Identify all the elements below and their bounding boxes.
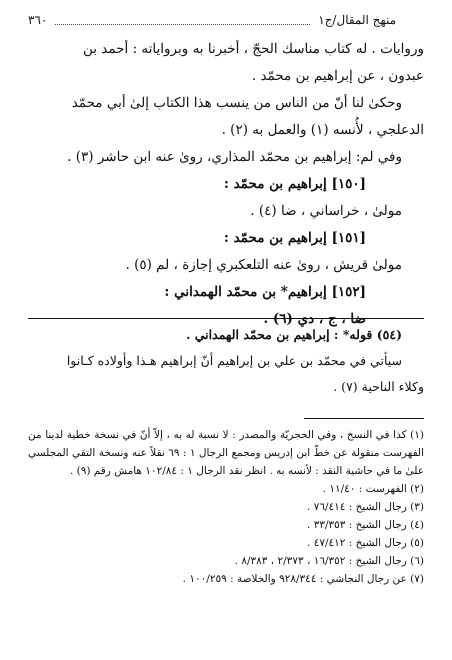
footnote: (١) كذا في النسخ ، وفي الحجريّة والمصدر : لا نسبة له به ، إلاّ أنّ في نسخة خطية لدينا من الفهرست منقولة عن خطّ ابن إدريس ومجمع الرجال ١ : ٦٩ نقلاً عنه ونسخة التقي المجلسي علىٰ ما في حاشية النقد : لأنسه به . انظر نقد الرجال ١ : ١٠٢/٨٤ هامش رقم (٩) . [28,429,424,477]
entry-heading-151: [١٥١] إبراهيم بن محمّد : [223,230,366,246]
footnotes [28,426,424,588]
entry-desc-152: ضا ، ج ، دي (٦) . [263,311,366,327]
footnote: (٧) عن رجال النجاشي : ٩٢٨/٣٤٤ والخلاصة : ١٠٠/٢٥٩ . [182,573,424,585]
footnote: (٦) رجال الشيخ : ١٦/٣٥٢ ، ٢/٣٧٣ ، ٨/٣٨٣ . [234,555,424,567]
entry-desc-150: مولىٰ ، خراساني ، ضا (٤) . [250,203,402,219]
entry-desc-151: مولىٰ قريش ، روىٰ عنه التلعكبري إجازة ، لم (٥) . [125,257,402,273]
text-line: وروايات . له كتاب مناسك الحجّ ، أخبرنا به وبرواياته : أحمد بن [82,41,424,57]
footnote: (٤) رجال الشيخ : ٣٣/٣٥٣ . [307,519,424,531]
text-line: وفي لم: إبراهيم بن محمّد المذاري، روىٰ عنه ابن حاشر (٣) . [67,149,402,165]
commentary-line: سيأتي في محمّد بن علي بن إبراهيم أنّ إبراهيم هـذا وأولاده كـانوا [66,353,402,368]
text-line: عبدون ، عن إبراهيم بن محمّد . [251,68,424,84]
page-number: ٣٦٠ [28,13,48,27]
footnote: (٢) الفهرست : ١١/٤٠ . [322,483,424,495]
entry-heading-152: [١٥٢] إبراهيم* بن محمّد الهمداني : [164,284,366,300]
page-header [0,10,452,30]
footnote-separator [304,418,424,419]
main-text [28,36,424,333]
text-line: الدعلجي ، لأُنسه (١) والعمل به (٢) . [221,122,424,138]
header-dots [55,16,310,25]
commentary-heading: (٥٤) قوله* : إبراهيم بن محمّد الهمداني . [186,327,402,342]
running-title: منهج المقال/ج١ [318,13,396,27]
commentary-line: وكلاء الناحية (٧) . [333,379,424,394]
entry-heading-150: [١٥٠] إبراهيم بن محمّد : [223,176,366,192]
commentary-separator [28,318,424,319]
footnote: (٥) رجال الشيخ : ٤٧/٤١٢ . [307,537,424,549]
text-line: وحكىٰ لنا أنّ من الناس من ينسب هذا الكتاب إلىٰ أبي محمّد [71,95,402,111]
footnote: (٣) رجال الشيخ : ٧٦/٤١٤ . [307,501,424,513]
commentary-section [28,322,424,400]
